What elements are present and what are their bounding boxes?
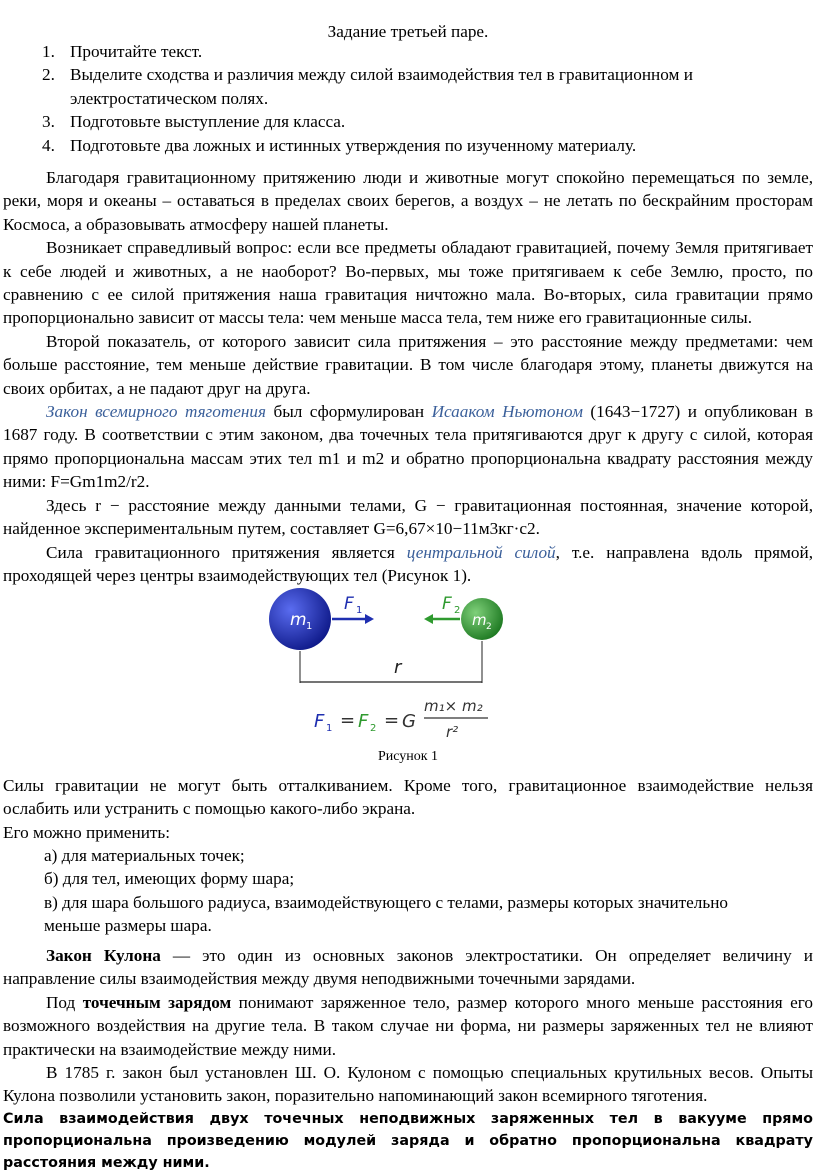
paragraph-11: В 1785 г. закон был установлен Ш. О. Кулоном с помощью специальных крутильных весов. Опыты Кулона позволили установить закон, поразительно напоминающий закон всемирного тяготения. xyxy=(3,1063,813,1106)
figure-gravitation xyxy=(262,585,522,745)
svg-text:1: 1 xyxy=(326,723,333,734)
paragraph-7: Силы гравитации не могут быть отталкиванием. Кроме того, гравитационное взаимодействие нельзя ослабить или устранить с помощью какого-либо экрана. xyxy=(3,776,813,819)
paragraph-9: Закон Кулона — это один из основных законов электростатики. Он определяет величину и направление силы взаимодействия между двумя неподвижными точечными зарядами. xyxy=(3,946,813,989)
paragraph-4: Закон всемирного тяготения был сформулирован Исааком Ньютоном (1643−1727) и опубликован в 1687 году. В соответствии с этим законом, два точечных тела притягиваются друг к другу с силой, которая прямо пропорциональна массам этих тел m1 и m2 и обратно пропорциональна квадрату расстояния между ними: F=Gm1m2/r2. xyxy=(3,402,814,492)
task-item: 3. Подготовьте выступление для класса. xyxy=(42,112,346,132)
formula-denominator: r² xyxy=(446,723,459,741)
text-body-coulomb xyxy=(3,944,813,1174)
svg-text:2: 2 xyxy=(486,622,492,632)
svg-text:=: = xyxy=(384,710,400,731)
paragraph-5: Здесь r − расстояние между данными телами, G − гравитационная постоянная, значение которой, найденное экспериментальным путем, составляет G=6,67×10−11м3кг·с2. xyxy=(3,495,813,539)
formula-numerator: m₁× m₂ xyxy=(424,697,483,715)
svg-text:=: = xyxy=(340,710,356,731)
task-item: 2. Выделите сходства и различия между силой взаимодействия тел в гравитационном и электростатическом полях. xyxy=(42,65,693,108)
task-item: 1. Прочитайте текст. xyxy=(42,42,203,61)
mass-1-label: m xyxy=(290,610,307,630)
task-list xyxy=(0,40,800,157)
page-title: Задание третьей паре. xyxy=(327,22,489,41)
svg-text:1: 1 xyxy=(306,621,313,632)
link-gravitation-law[interactable]: Закон всемирного тяготения xyxy=(46,402,267,422)
svg-text:2: 2 xyxy=(454,605,461,616)
force-1-label: F xyxy=(344,594,354,614)
svg-text:F: F xyxy=(358,711,369,732)
distance-label: r xyxy=(394,657,402,678)
text-body-gravity xyxy=(3,166,813,587)
force-2-label: F xyxy=(442,594,452,614)
figure-caption: Рисунок 1 xyxy=(377,749,439,764)
paragraph-12: Сила взаимодействия двух точечных неподвижных заряженных тел в вакууме прямо пропорциональна произведению модулей заряда и обратно пропорциональна квадрату расстояния между ними. xyxy=(3,1110,813,1171)
svg-text:2: 2 xyxy=(370,723,377,734)
link-newton[interactable]: Исааком Ньютоном xyxy=(431,402,583,422)
list-item: б) для тел, имеющих форму шара; xyxy=(44,869,295,889)
paragraph-2: Возникает справедливый вопрос: если все предметы обладают гравитацией, почему Земля притягивает к себе людей и животных, а не наоборот? Во-первых, мы тоже притягиваем к себе Землю, просто, по сравнению с ее силой притяжения наша гравитация ничтожно мала. Во-вторых, сила гравитации прямо пропорционально зависит от массы тела: чем меньше масса тела, тем ниже его гравитационные силы. xyxy=(3,238,813,328)
paragraph-6: Сила гравитационного притяжения является центральной силой, т.е. направлена вдоль прямой, проходящей через центры взаимодействующих тел (Рисунок 1). xyxy=(3,542,814,585)
paragraph-3: Второй показатель, от которого зависит сила притяжения – это расстояние между предметами: чем больше расстояние, тем меньше действие гравитации. В том числе благодаря этому, планеты движутся на своих орбитах, а не падают друг на друга. xyxy=(3,331,813,398)
mass-2-label: m xyxy=(472,611,487,629)
link-central-force[interactable]: центральной силой xyxy=(406,542,556,562)
text-body-properties xyxy=(3,774,813,844)
svg-text:1: 1 xyxy=(356,605,363,616)
paragraph-8: Его можно применить: xyxy=(3,822,171,842)
application-list xyxy=(44,844,784,938)
list-item: а) для материальных точек; xyxy=(44,846,245,865)
svg-text:F: F xyxy=(314,711,325,732)
svg-text:G: G xyxy=(402,711,416,732)
list-item: в) для шара большого радиуса, взаимодействующего с телами, размеры которых значительно меньше размеры шара. xyxy=(44,892,729,936)
paragraph-1: Благодаря гравитационному притяжению люди и животные могут спокойно перемещаться по земле, реки, моря и океаны – оставаться в пределах своих берегов, а воздух – не летать по бескрайним просторам Космоса, а образовывать атмосферу нашей планеты. xyxy=(3,168,813,234)
paragraph-10: Под точечным зарядом понимают заряженное тело, размер которого много меньше расстояния его возможного воздействия на другие тела. В таком случае ни форма, ни размеры заряженных тел не влияют практически на взаимодействие между ними. xyxy=(3,992,813,1059)
task-item: 4. Подготовьте два ложных и истинных утверждения по изученному материалу. xyxy=(42,135,637,155)
